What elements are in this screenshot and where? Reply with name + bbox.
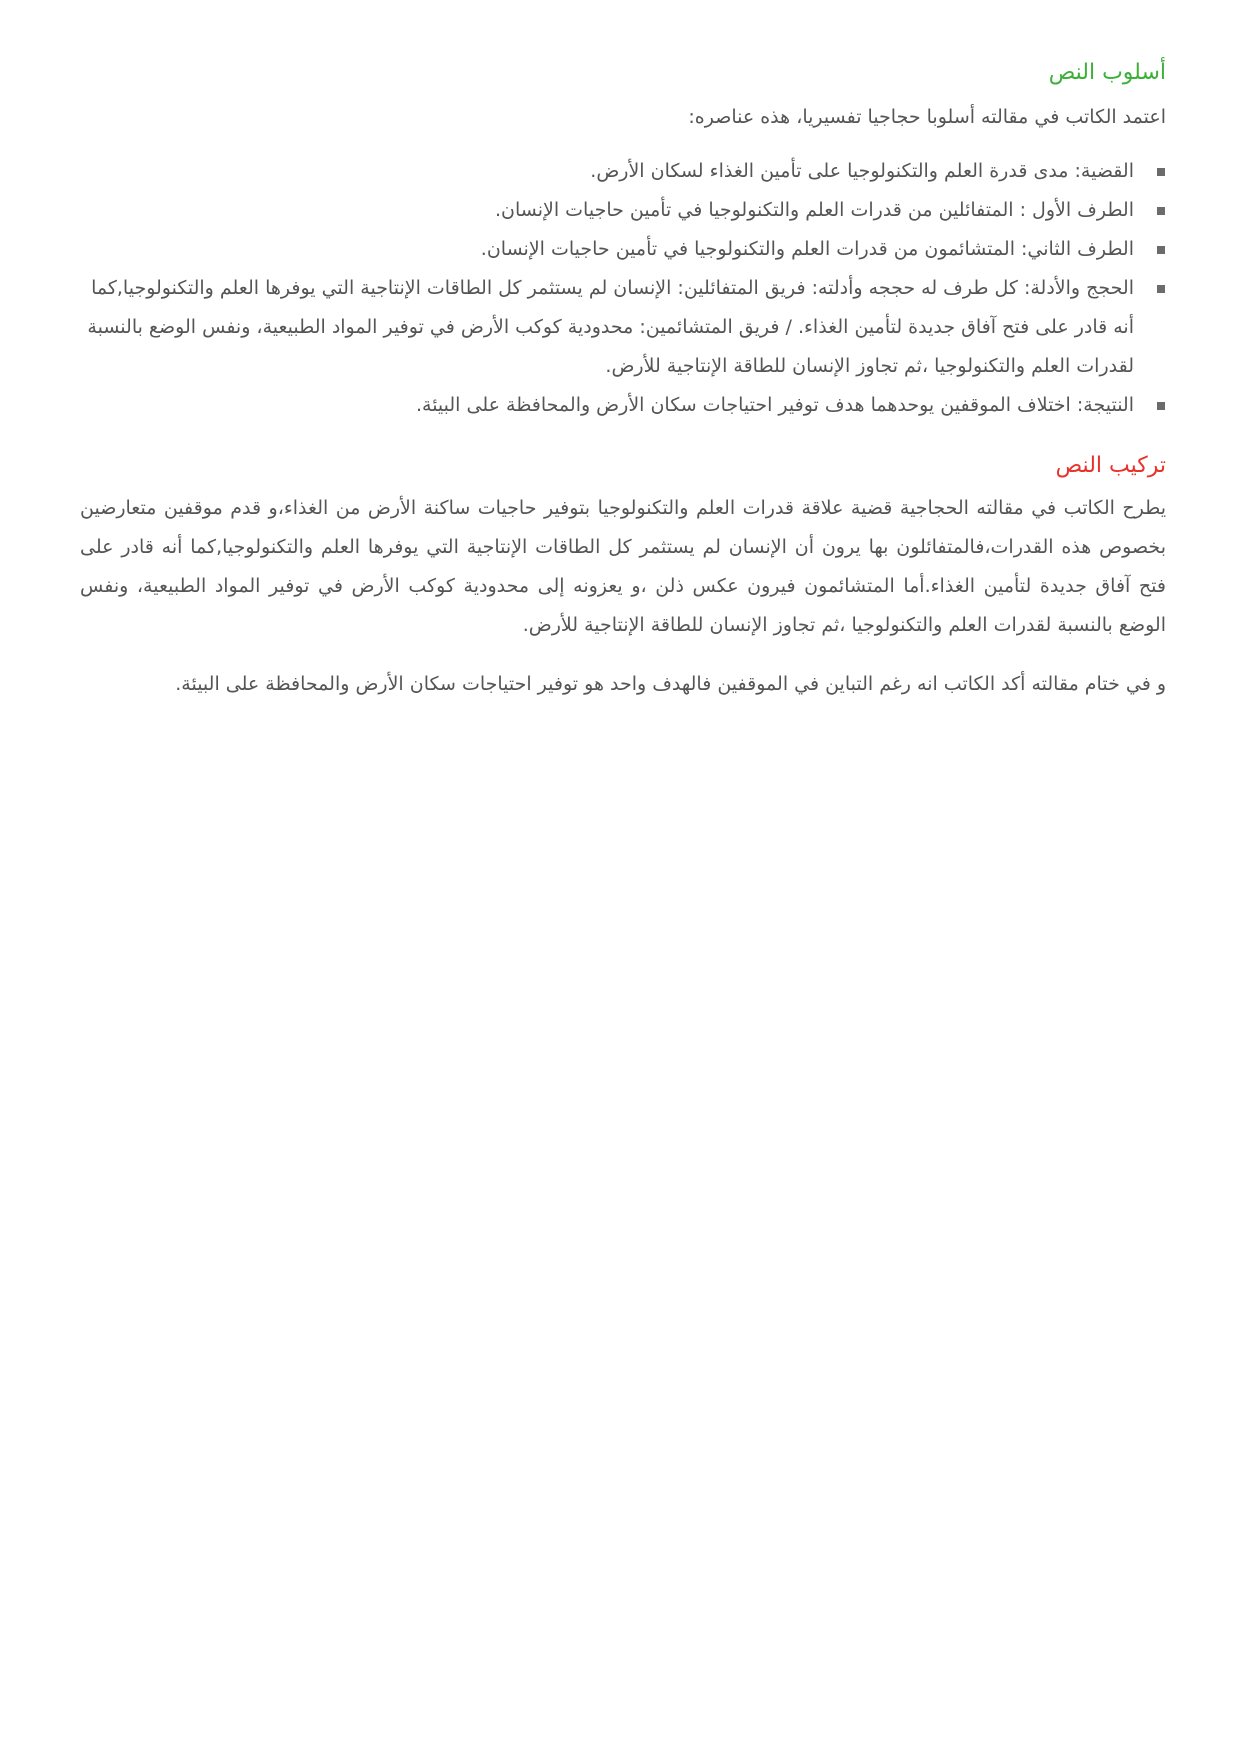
list-item: [80, 191, 1134, 230]
list-item: [80, 152, 1134, 191]
structure-paragraph: يطرح الكاتب في مقالته الحجاجية قضية علاقة قدرات العلم والتكنولوجيا بتوفير حاجيات ساكنة الأرض من الغذاء،و قدم موقفين متعارضين بخصوص هذه القدرات،فالمتفائلون بها يرون أن الإنسان لم يستثمر كل الطاقات الإنتاجية التي يوفرها العلم والتكنولوجيا,كما أنه قادر على فتح آفاق جديدة لتأمين الغذاء.أما المتشائمون فيرون عكس ذلن ،و يعزونه إلى محدودية كوكب الأرض في توفير المواد الطبيعية، ونفس الوضع بالنسبة لقدرات العلم والتكنولوجيا ،ثم تجاوز الإنسان للطاقة الإنتاجية للأرض.: [80, 497, 1166, 636]
square-bullet-icon: [1157, 402, 1165, 410]
square-bullet-icon: [1157, 168, 1165, 176]
square-bullet-icon: [1157, 285, 1165, 293]
list-item-text: الطرف الثاني: المتشائمون من قدرات العلم والتكنولوجيا في تأمين حاجيات الإنسان.: [480, 238, 1134, 260]
square-bullet-icon: [1157, 246, 1165, 254]
list-item: [80, 230, 1134, 269]
section-heading-text-style: أسلوب النص: [1048, 60, 1166, 85]
section-spacer: [80, 425, 1166, 449]
elements-list: [80, 152, 1166, 425]
list-item: [80, 386, 1134, 425]
closing-paragraph: و في ختام مقالته أكد الكاتب انه رغم التباين في الموقفين فالهدف واحد هو توفير احتياجات سكان الأرض والمحافظة على البيئة.: [175, 673, 1166, 695]
square-bullet-icon: [1157, 207, 1165, 215]
list-item: [80, 269, 1134, 386]
intro-text: اعتمد الكاتب في مقالته أسلوبا حجاجيا تفسيريا، هذه عناصره:: [688, 106, 1166, 128]
list-item-text: النتيجة: اختلاف الموقفين يوحدهما هدف توفير احتياجات سكان الأرض والمحافظة على البيئة.: [415, 394, 1134, 416]
list-item-text: الحجج والأدلة: كل طرف له حججه وأدلته: فريق المتفائلين: الإنسان لم يستثمر كل الطاقات الإنتاجية التي يوفرها العلم والتكنولوجيا,كما أنه قادر على فتح آفاق جديدة لتأمين الغذاء. / فريق المتشائمين: محدودية كوكب الأرض في توفير المواد الطبيعية، ونفس الوضع بالنسبة لقدرات العلم والتكنولوجيا ،ثم تجاوز الإنسان للطاقة الإنتاجية للأرض.: [87, 277, 1134, 377]
list-item-text: الطرف الأول : المتفائلين من قدرات العلم والتكنولوجيا في تأمين حاجيات الإنسان.: [494, 199, 1134, 221]
list-item-text: القضية: مدى قدرة العلم والتكنولوجيا على تأمين الغذاء لسكان الأرض.: [590, 160, 1134, 182]
section-heading-text-structure: تركيب النص: [1055, 453, 1166, 478]
